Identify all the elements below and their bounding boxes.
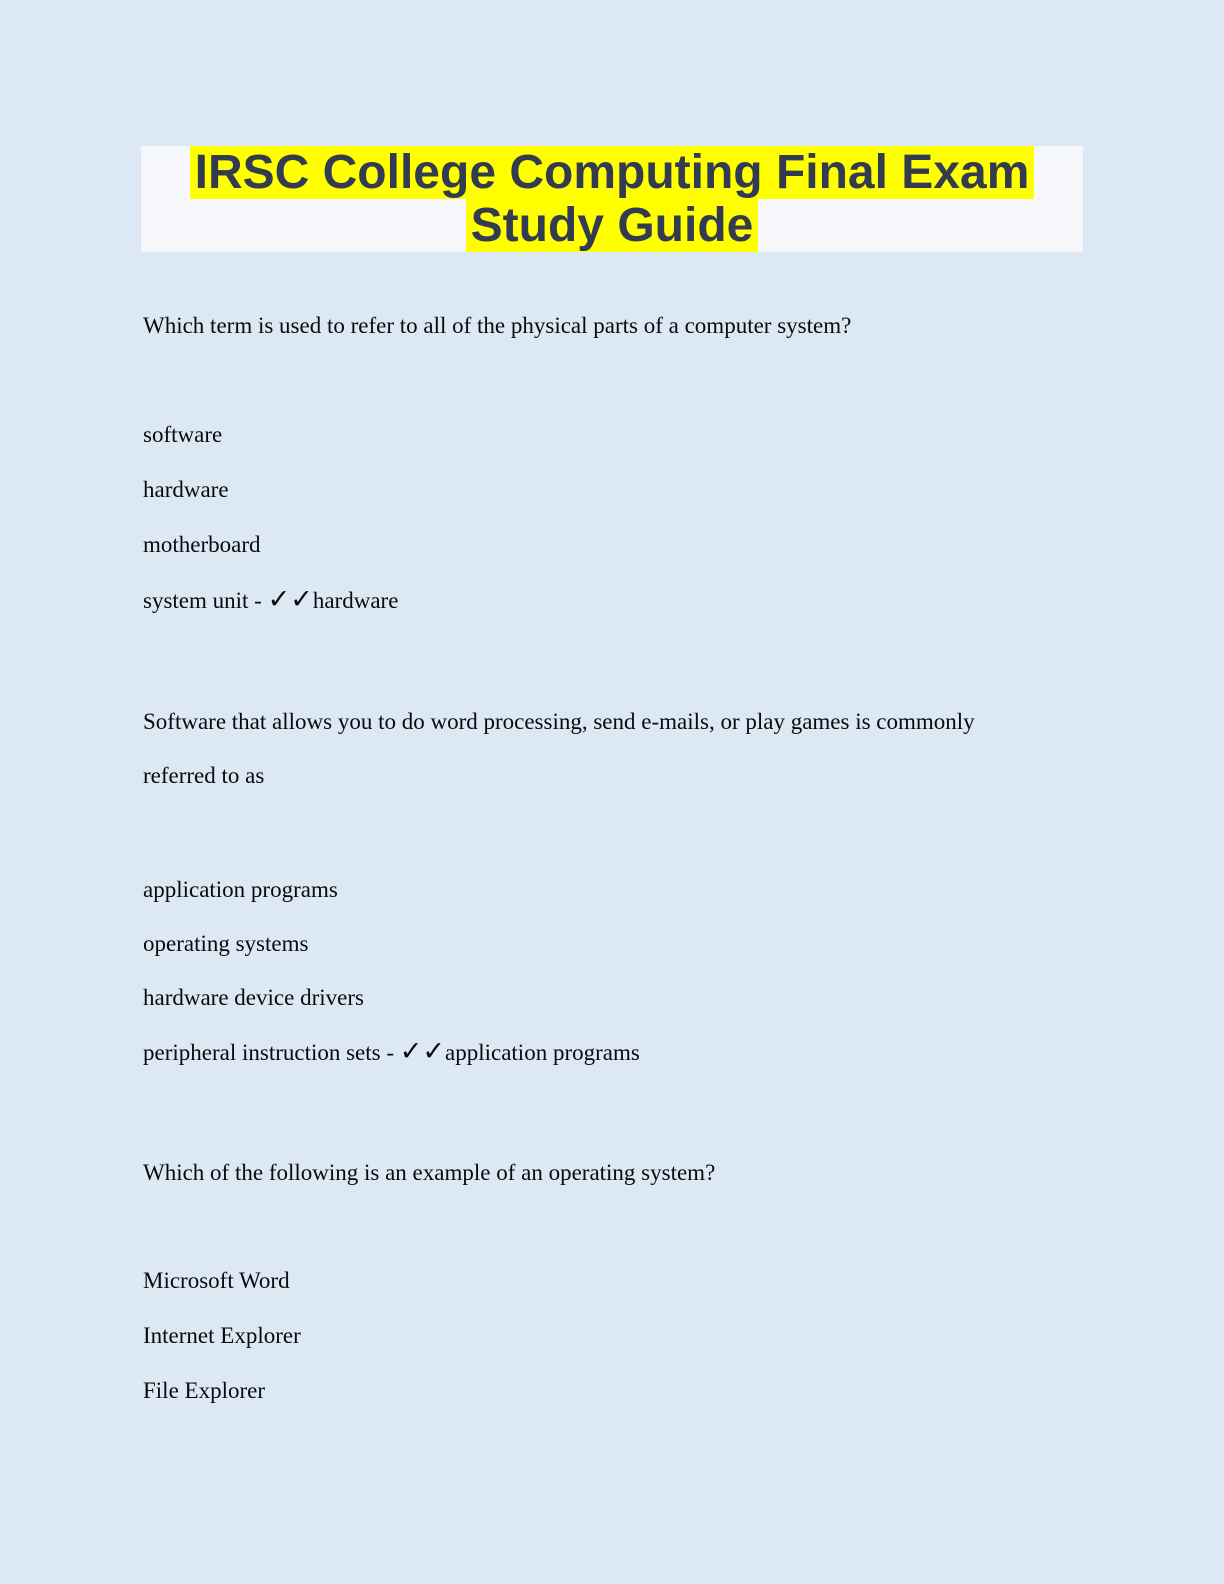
question-2-option-1: application programs <box>143 877 338 902</box>
question-1-option-2: hardware <box>143 477 229 502</box>
question-1-option-3: motherboard <box>143 532 261 557</box>
question-1-option-4: system unit - <box>143 588 268 613</box>
question-3-text: Which of the following is an example of an operating system? <box>143 1160 716 1185</box>
question-2-text-line1: Software that allows you to do word processing, send e-mails, or play games is commonly <box>143 709 975 734</box>
question-2-answer-text: application programs <box>445 1040 640 1065</box>
question-3-option-2: Internet Explorer <box>143 1323 301 1348</box>
checkmark-icon: ✓✓ <box>267 584 313 615</box>
page-title-line2: Study Guide <box>466 199 759 252</box>
question-1-answer-line <box>143 586 398 615</box>
question-1-text: Which term is used to refer to all of the physical parts of a computer system? <box>143 313 852 338</box>
question-2-option-4: peripheral instruction sets - <box>143 1040 400 1065</box>
page-title-line1: IRSC College Computing Final Exam <box>190 146 1035 199</box>
question-2-option-2: operating systems <box>143 931 309 956</box>
question-2-text-line2: referred to as <box>143 763 265 788</box>
title-banner <box>141 146 1083 252</box>
question-1-option-1: software <box>143 422 223 447</box>
checkmark-icon: ✓✓ <box>399 1036 446 1067</box>
question-3-option-3: File Explorer <box>143 1378 265 1403</box>
question-2-option-3: hardware device drivers <box>143 985 364 1010</box>
question-1-answer-text: hardware <box>312 588 399 613</box>
question-2-answer-line <box>143 1038 640 1067</box>
question-3-option-1: Microsoft Word <box>143 1268 290 1293</box>
